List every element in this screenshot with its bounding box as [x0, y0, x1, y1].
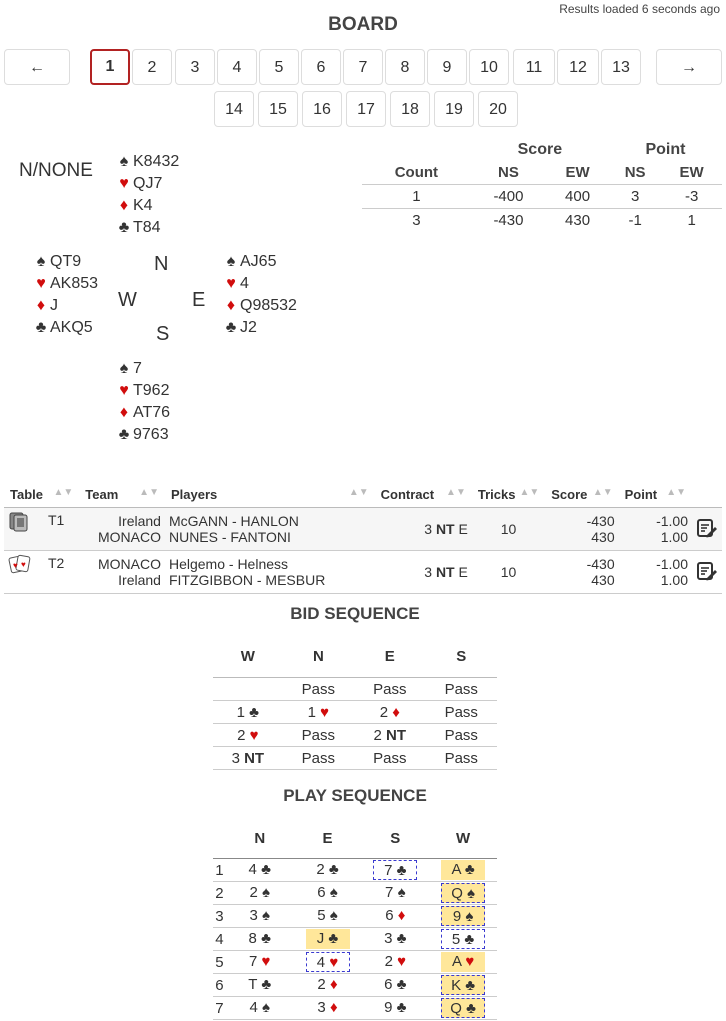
spade-icon: ♠ — [329, 907, 338, 924]
played-card: A ♥ — [429, 951, 497, 974]
spade-icon: ♠ — [397, 884, 406, 901]
board-button-10[interactable]: 10 — [469, 49, 509, 85]
tricks: 10 — [472, 551, 545, 594]
club-icon: ♣ — [396, 862, 407, 879]
point-group-header: Point — [645, 140, 686, 158]
club-icon: ♣ — [249, 703, 259, 721]
trick-number: 4 — [213, 928, 226, 951]
played-card: 4 ♣ — [226, 859, 294, 882]
club-icon: ♣ — [225, 319, 237, 336]
point-1: -1.00 — [656, 556, 688, 572]
club-icon: ♣ — [396, 976, 407, 993]
board-button-17[interactable]: 17 — [346, 91, 386, 127]
north-spades: ♠ K8432 — [115, 151, 179, 173]
players-1: McGANN - HANLON — [168, 513, 299, 529]
trick-number: 1 — [213, 859, 226, 882]
tricks: 10 — [472, 508, 545, 551]
team-1: Ireland — [118, 513, 161, 529]
bid-cell: Pass — [426, 701, 497, 724]
trick-row — [213, 882, 497, 905]
results-table — [4, 481, 722, 594]
point-1: -1.00 — [656, 513, 688, 529]
contract: 3 NT E — [375, 508, 472, 551]
players-2: NUNES - FANTONI — [168, 529, 291, 545]
bid-cell: Pass — [354, 747, 425, 770]
tricks-column-header[interactable]: Tricks ▲▼ — [472, 481, 545, 508]
board-button-4[interactable]: 4 — [217, 49, 257, 85]
score-ns-header: NS — [498, 164, 519, 181]
heart-icon: ♥ — [320, 703, 330, 721]
play-header-s: S — [361, 818, 429, 859]
bid-cell: Pass — [283, 724, 354, 747]
played-card: 6 ♦ — [361, 905, 429, 928]
north-hearts: ♥ QJ7 — [115, 173, 179, 195]
east-clubs: ♣ J2 — [222, 317, 297, 339]
played-card: 9 ♣ — [361, 997, 429, 1020]
bid-cell: Pass — [283, 747, 354, 770]
played-card: 9 ♠ — [429, 905, 497, 928]
sort-icon: ▲▼ — [666, 486, 686, 498]
bid-cell: Pass — [426, 678, 497, 701]
contract-column-header[interactable]: Contract ▲▼ — [375, 481, 472, 508]
heart-icon: ♥ — [119, 175, 129, 192]
team-2: Ireland — [118, 572, 161, 588]
club-icon: ♣ — [464, 861, 475, 878]
table-row[interactable] — [4, 508, 722, 551]
spade-icon: ♠ — [329, 884, 338, 901]
south-diamonds: ♦ AT76 — [115, 402, 170, 424]
south-hand — [115, 358, 170, 446]
club-icon: ♣ — [466, 1000, 476, 1017]
spade-icon: ♠ — [226, 253, 236, 270]
score-1: -430 — [586, 556, 615, 572]
club-icon: ♣ — [118, 426, 130, 443]
club-icon: ♣ — [465, 977, 476, 994]
card-deck-icon — [8, 510, 30, 532]
played-card: 2 ♣ — [294, 859, 362, 882]
diamond-icon: ♦ — [397, 907, 406, 924]
dealer-vulnerability: N/NONE — [19, 160, 93, 181]
spade-icon: ♠ — [36, 253, 46, 270]
point-2: 1.00 — [660, 572, 688, 588]
play-header-w: W — [429, 818, 497, 859]
bid-row — [213, 678, 497, 701]
table-row: 3 -430 430 -1 1 — [362, 209, 722, 233]
bid-row — [213, 724, 497, 747]
north-clubs: ♣ T84 — [115, 217, 179, 239]
point-ns-header: NS — [624, 164, 646, 181]
heart-icon: ♥ — [261, 953, 271, 970]
played-card: 4 ♥ — [294, 951, 362, 974]
board-button-20[interactable]: 20 — [478, 91, 518, 127]
play-header-e: E — [294, 818, 362, 859]
played-card: 2 ♦ — [294, 974, 362, 997]
score-1: -430 — [586, 513, 615, 529]
bid-cell: Pass — [426, 747, 497, 770]
score-2: 430 — [591, 529, 615, 545]
east-diamonds: ♦ Q98532 — [222, 295, 297, 317]
bid-cell: 2 ♦ — [354, 701, 425, 724]
trick-number: 7 — [213, 997, 226, 1020]
arrow-left-icon: ← — [29, 59, 45, 76]
spade-icon: ♠ — [465, 908, 474, 925]
bid-row — [213, 747, 497, 770]
results-loaded-status: Results loaded 6 seconds ago — [559, 2, 720, 16]
north-diamonds: ♦ K4 — [115, 195, 179, 217]
board-button-3[interactable]: 3 — [175, 49, 215, 85]
bid-header-s: S — [426, 635, 497, 678]
played-card: 2 ♠ — [226, 882, 294, 905]
play-header-trick — [213, 818, 226, 859]
board-button-8[interactable]: 8 — [385, 49, 425, 85]
play-sequence-table — [213, 818, 497, 1020]
play-header-n: N — [226, 818, 294, 859]
score-group-header: Score — [517, 140, 563, 158]
played-card: 6 ♣ — [361, 974, 429, 997]
compass-south: S — [156, 323, 170, 345]
played-card: 7 ♥ — [226, 951, 294, 974]
spade-icon: ♠ — [467, 885, 475, 902]
played-card: 4 ♠ — [226, 997, 294, 1020]
trick-row — [213, 997, 497, 1020]
heart-icon: ♥ — [249, 726, 259, 744]
score-summary-table — [362, 138, 722, 232]
played-card: K ♣ — [429, 974, 497, 997]
spade-icon: ♠ — [262, 884, 270, 901]
played-card: 6 ♠ — [294, 882, 362, 905]
played-card: 7 ♣ — [361, 859, 429, 882]
table-id: T1 — [48, 512, 65, 528]
table-row: 1 -400 400 3 -3 — [362, 185, 722, 209]
west-hearts: ♥ AK853 — [32, 273, 98, 295]
east-hearts: ♥ 4 — [222, 273, 297, 295]
club-icon: ♣ — [464, 931, 475, 948]
play-sequence-title: PLAY SEQUENCE — [283, 786, 427, 805]
played-card: Q ♣ — [429, 997, 497, 1020]
point-2: 1.00 — [660, 529, 688, 545]
board-button-14[interactable]: 14 — [214, 91, 254, 127]
played-card: J ♣ — [294, 928, 362, 951]
bid-cell: 3 NT — [213, 747, 283, 770]
arrow-right-icon: → — [681, 59, 697, 76]
sort-icon: ▲▼ — [139, 486, 159, 498]
next-board-button[interactable] — [656, 49, 722, 85]
board-button-19[interactable]: 19 — [434, 91, 474, 127]
played-card: 2 ♥ — [361, 951, 429, 974]
board-button-5[interactable]: 5 — [259, 49, 299, 85]
count-header: Count — [394, 164, 439, 181]
heart-icon: ♥ — [465, 953, 475, 970]
south-hearts: ♥ T962 — [115, 380, 170, 402]
west-clubs: ♣ AKQ5 — [32, 317, 98, 339]
board-button-18[interactable]: 18 — [390, 91, 430, 127]
east-spades: ♠ AJ65 — [222, 251, 297, 273]
svg-text:♥: ♥ — [13, 561, 18, 570]
heart-icon: ♥ — [397, 953, 406, 970]
edit-notes-button[interactable] — [692, 551, 722, 594]
spade-icon: ♠ — [262, 999, 270, 1016]
bid-header-n: N — [283, 635, 354, 678]
board-button-12[interactable]: 12 — [557, 49, 599, 85]
bid-cell: 1 ♥ — [283, 701, 354, 724]
bid-cell: 1 ♣ — [213, 701, 283, 724]
bid-header-w: W — [213, 635, 283, 678]
diamond-icon: ♦ — [392, 703, 400, 721]
west-spades: ♠ QT9 — [32, 251, 98, 273]
trick-row — [213, 859, 497, 882]
diamond-icon: ♦ — [119, 197, 129, 214]
heart-icon: ♥ — [329, 954, 339, 971]
trick-number: 3 — [213, 905, 226, 928]
played-card: 3 ♦ — [294, 997, 362, 1020]
sort-icon: ▲▼ — [53, 486, 74, 498]
team-1: MONACO — [97, 556, 161, 572]
players-2: FITZGIBBON - MESBUR — [168, 572, 326, 588]
score-ew-header: EW — [565, 164, 590, 181]
spade-icon: ♠ — [119, 153, 129, 170]
played-card: T ♣ — [226, 974, 294, 997]
board-button-1[interactable]: 1 — [90, 49, 130, 85]
east-hand — [222, 251, 297, 339]
played-card: A ♣ — [429, 859, 497, 882]
score-2: 430 — [591, 572, 615, 588]
trick-row — [213, 974, 497, 997]
team-column-header[interactable]: Team ▲▼ — [79, 481, 165, 508]
bid-sequence-title: BID SEQUENCE — [290, 604, 420, 623]
point-ew-header: EW — [679, 164, 704, 181]
heart-icon: ♥ — [119, 382, 129, 399]
club-icon: ♣ — [261, 976, 272, 993]
trick-number: 5 — [213, 951, 226, 974]
diamond-icon: ♦ — [329, 999, 338, 1016]
score-column-header[interactable]: Score ▲▼ — [545, 481, 618, 508]
board-title: BOARD — [328, 14, 398, 35]
heart-icon: ♥ — [36, 275, 46, 292]
played-card: 3 ♠ — [226, 905, 294, 928]
played-card: 3 ♣ — [361, 928, 429, 951]
club-icon: ♣ — [396, 999, 407, 1016]
club-icon: ♣ — [328, 930, 339, 947]
bid-cell: 2 ♥ — [213, 724, 283, 747]
south-spades: ♠ 7 — [115, 358, 170, 380]
bid-cell — [213, 678, 283, 701]
trick-row — [213, 951, 497, 974]
played-card: Q ♠ — [429, 882, 497, 905]
point-column-header[interactable]: Point ▲▼ — [619, 481, 692, 508]
diamond-icon: ♦ — [119, 404, 129, 421]
diamond-icon: ♦ — [329, 976, 338, 993]
club-icon: ♣ — [118, 219, 130, 236]
contract: 3 NT E — [375, 551, 472, 594]
edit-notes-icon — [696, 517, 718, 539]
heart-icon: ♥ — [226, 275, 236, 292]
svg-text:♥: ♥ — [21, 560, 26, 569]
trick-row — [213, 928, 497, 951]
sort-icon: ▲▼ — [446, 486, 466, 498]
bid-cell: Pass — [354, 678, 425, 701]
trick-number: 2 — [213, 882, 226, 905]
prev-board-button[interactable] — [4, 49, 70, 85]
west-hand — [32, 251, 98, 339]
board-button-11[interactable]: 11 — [513, 49, 555, 85]
compass-west: W — [118, 289, 137, 311]
diamond-icon: ♦ — [36, 297, 46, 314]
spade-icon: ♠ — [119, 360, 129, 377]
club-icon: ♣ — [261, 861, 271, 878]
sort-icon: ▲▼ — [592, 486, 613, 498]
bid-cell: Pass — [283, 678, 354, 701]
bid-row — [213, 701, 497, 724]
played-card: 5 ♠ — [294, 905, 362, 928]
compass-east: E — [192, 289, 206, 311]
spade-icon: ♠ — [262, 907, 270, 924]
played-card: 5 ♣ — [429, 928, 497, 951]
table-id: T2 — [48, 555, 65, 571]
edit-notes-button[interactable] — [692, 508, 722, 551]
trick-number: 6 — [213, 974, 226, 997]
players-1: Helgemo - Helness — [168, 556, 289, 572]
playing-cards-hearts-icon — [8, 553, 32, 575]
bid-cell: 2 NT — [354, 724, 425, 747]
players-column-header[interactable]: Players ▲▼ — [165, 481, 375, 508]
board-button-16[interactable]: 16 — [302, 91, 342, 127]
bid-cell: Pass — [426, 724, 497, 747]
club-icon: ♣ — [35, 319, 47, 336]
team-2: MONACO — [97, 529, 161, 545]
board-button-15[interactable]: 15 — [258, 91, 298, 127]
sort-icon: ▲▼ — [519, 486, 540, 498]
north-hand — [115, 151, 179, 239]
board-button-9[interactable]: 9 — [427, 49, 467, 85]
board-button-13[interactable]: 13 — [601, 49, 641, 85]
played-card: 8 ♣ — [226, 928, 294, 951]
trick-row — [213, 905, 497, 928]
compass-north: N — [154, 253, 169, 275]
board-button-7[interactable]: 7 — [343, 49, 383, 85]
played-card: 7 ♠ — [361, 882, 429, 905]
table-row[interactable] — [4, 551, 722, 594]
table-column-header[interactable]: Table ▲▼ — [4, 481, 79, 508]
club-icon: ♣ — [396, 930, 407, 947]
sort-icon: ▲▼ — [348, 486, 369, 498]
board-button-2[interactable]: 2 — [132, 49, 172, 85]
south-clubs: ♣ 9763 — [115, 424, 170, 446]
board-button-6[interactable]: 6 — [301, 49, 341, 85]
edit-notes-icon — [696, 560, 718, 582]
west-diamonds: ♦ J — [32, 295, 98, 317]
club-icon: ♣ — [328, 861, 339, 878]
bid-sequence-table — [213, 635, 497, 770]
diamond-icon: ♦ — [226, 297, 236, 314]
bid-header-e: E — [354, 635, 425, 678]
club-icon: ♣ — [261, 930, 271, 947]
